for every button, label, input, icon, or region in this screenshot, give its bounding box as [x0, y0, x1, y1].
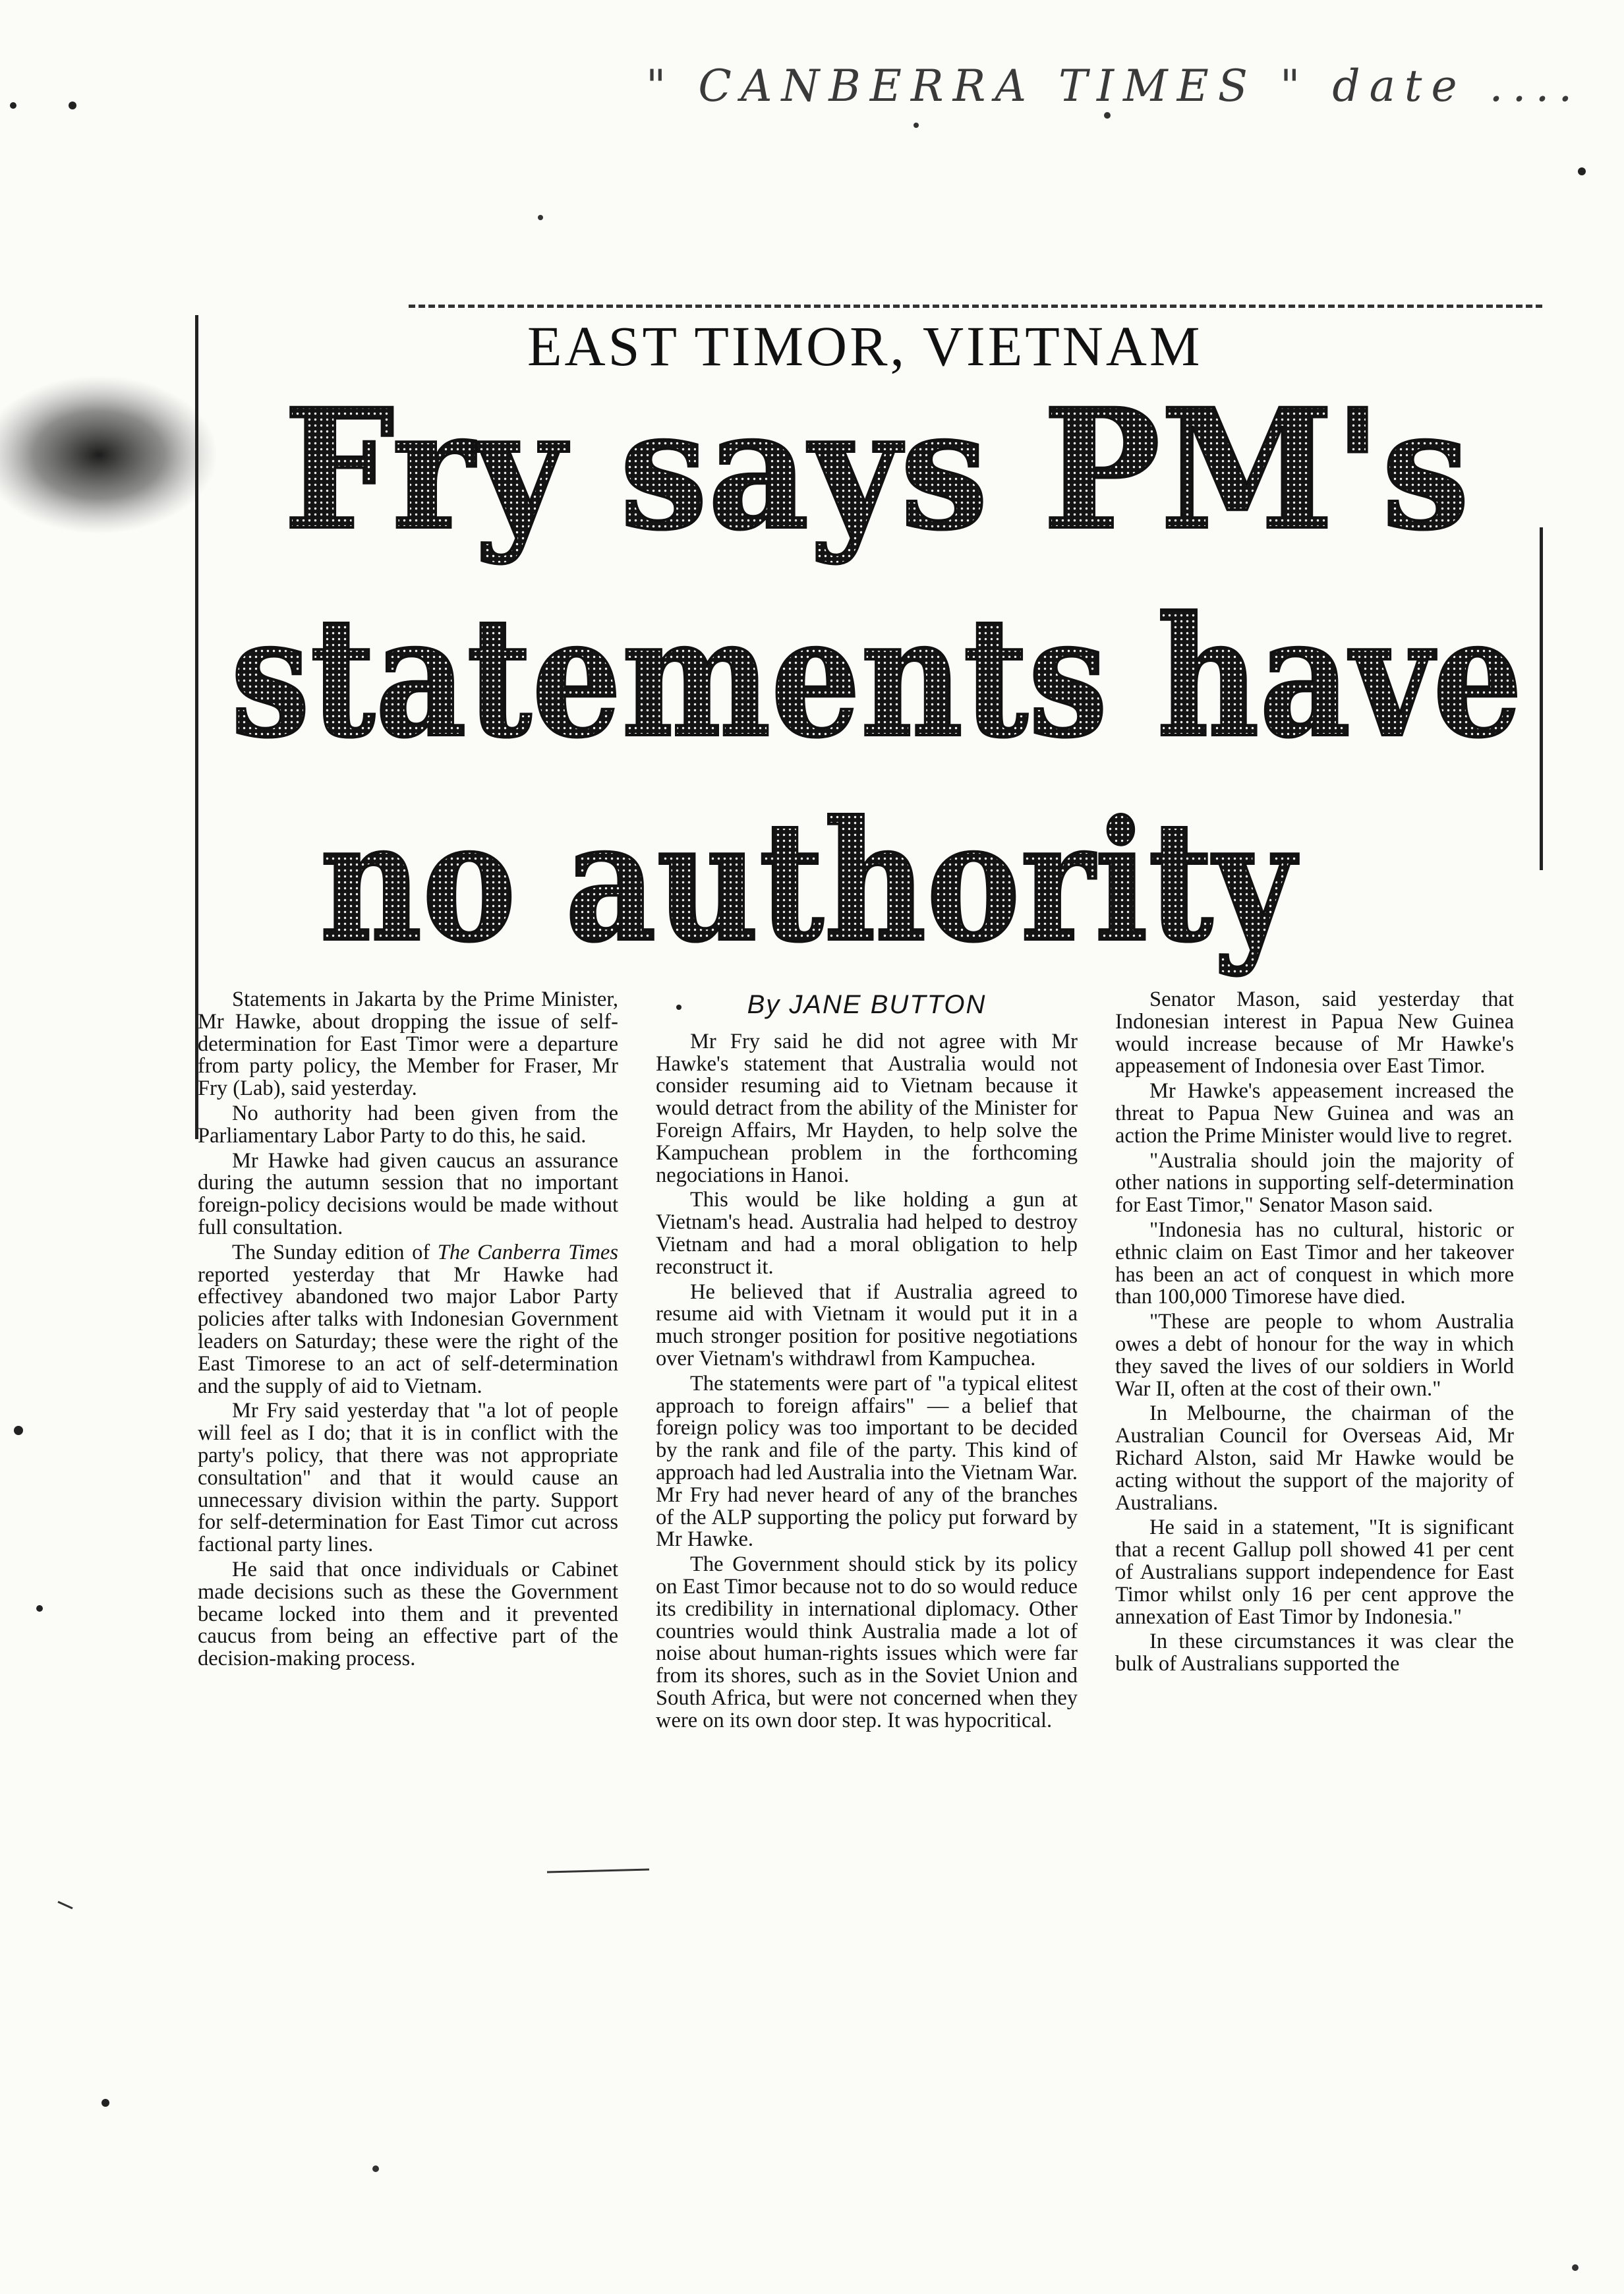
article-column-2	[656, 989, 1078, 2070]
column3-paragraph-2: Mr Hawke's appeasement increased the threat to Papua New Guinea and was an action the Prime Minister would live to regret.	[1115, 1079, 1514, 1148]
column1-paragraph-6: He said that once individuals or Cabinet made decisions such as these the Government became locked into them and it prevented caucus from being an effective part of the decision-making process.	[198, 1557, 618, 1671]
ink-smudge	[0, 376, 218, 534]
right-column-rule	[1540, 527, 1543, 870]
column2-paragraph-4: The statements were part of "a typical elitest approach to foreign affairs" — a belief that foreign policy was too important to be decided by the rank and file of the party. This kind of approach had led Australia into the Vietnam War. Mr Fry had never heard of any of the branches of the ALP supporting the policy put forward by Mr Hawke.	[656, 1371, 1078, 1552]
article-column-1	[198, 989, 618, 2070]
column1-paragraph-4-end: reported yesterday that Mr Hawke had effectivey abandoned two major Labor Party policies after talks with Indonesian Government leaders on Saturday; these were the right of the East Timorese to an act of self-determination and the supply of aid to Vietnam.	[198, 1262, 618, 1398]
column2-paragraph-5: The Government should stick by its policy on East Timor because not to do so would reduce its credibility in international diplomacy. Other countries would think Australia made a lot of noise about human-rights issues which were far from its shores, such as in the Soviet Union and South Africa, but were not concerned when they were on its own door step. It was hypocritical.	[656, 1552, 1078, 1732]
column1-paragraph-3: Mr Hawke had given caucus an assurance during the autumn session that no important foreign-policy decisions would be made without full consultation.	[198, 1148, 618, 1239]
column1-paragraph-4	[198, 1242, 618, 1398]
handwritten-source-note: " CANBERRA TIMES " date ....	[646, 61, 1582, 111]
column2-paragraph-3: He believed that if Australia agreed to resume aid with Vietnam it would put it in a much stronger position for positive negotiations over Vietnam's withdrawl from Kampuchea.	[656, 1279, 1078, 1370]
byline: By JANE BUTTON	[747, 990, 987, 1019]
column1-paragraph-2: No authority had been given from the Parliamentary Labor Party to do this, he said.	[198, 1101, 618, 1148]
column3-paragraph-4: "Indonesia has no cultural, historic or ethnic claim on East Timor and her takeover has been an act of conquest in which more than 100,000 Timorese have died.	[1115, 1218, 1514, 1309]
column3-paragraph-6: In Melbourne, the chairman of the Australian Council for Overseas Aid, Mr Richard Alston, said Mr Hawke would be acting without the support of the majority of Australians.	[1115, 1401, 1514, 1515]
article-column-3	[1115, 989, 1514, 2070]
column1-paragraph-4-start: The Sunday edition of	[232, 1240, 438, 1264]
column3-paragraph-8: In these circumstances it was clear the bulk of Australians supported the	[1115, 1630, 1514, 1676]
kicker-heading: EAST TIMOR, VIETNAM	[527, 314, 1203, 378]
column3-paragraph-5: "These are people to whom Australia owes a debt of honour for the way in which they saved the lives of our soldiers in World War II, often at the cost of their own."	[1115, 1310, 1514, 1401]
column3-paragraph-7: He said in a statement, "It is significant that a recent Gallup poll showed 41 per cent of Australians support independence for East Timor whilst only 16 per cent approve the annexation of East Timor by Indonesia."	[1115, 1515, 1514, 1629]
column1-paragraph-5: Mr Fry said yesterday that "a lot of people will feel as I do; that it is in conflict with the party's policy, that there was not appropriate consultation" and that it would cause an unnecessary division within the party. Support for self-determination for East Timor cut across factional party lines.	[198, 1399, 618, 1557]
publication-name: The Canberra Times	[437, 1240, 618, 1264]
headline	[218, 369, 1536, 978]
column2-paragraph-2: This would be like holding a gun at Vietnam's head. Australia had helped to destroy Vietnam and had a moral obligation to help reconstruct it.	[656, 1188, 1078, 1279]
column1-paragraph-1: Statements in Jakarta by the Prime Minister, Mr Hawke, about dropping the issue of self-determination for East Timor were a departure from party policy, the Member for Fraser, Mr Fry (Lab), said yesterday.	[198, 987, 618, 1101]
column3-paragraph-1: Senator Mason, said yesterday that Indonesian interest in Papua New Guinea would increase because of Mr Hawke's appeasement of Indonesia over East Timor.	[1115, 987, 1514, 1078]
top-rule	[409, 305, 1542, 308]
column2-paragraph-1: Mr Fry said he did not agree with Mr Hawke's statement that Australia would not consider resuming aid to Vietnam because it would detract from the ability of the Minister for Foreign Affairs, Mr Hayden, to help solve the Kampuchean problem in the forthcoming negociations in Hanoi.	[656, 1029, 1078, 1187]
headline-line-3: no authority	[320, 784, 1299, 978]
headline-line-2: statements have	[231, 580, 1522, 774]
column3-paragraph-3: "Australia should join the majority of other nations in supporting self-determination for East Timor," Senator Mason said.	[1115, 1148, 1514, 1218]
headline-line-1: Fry says PM's	[283, 372, 1470, 566]
